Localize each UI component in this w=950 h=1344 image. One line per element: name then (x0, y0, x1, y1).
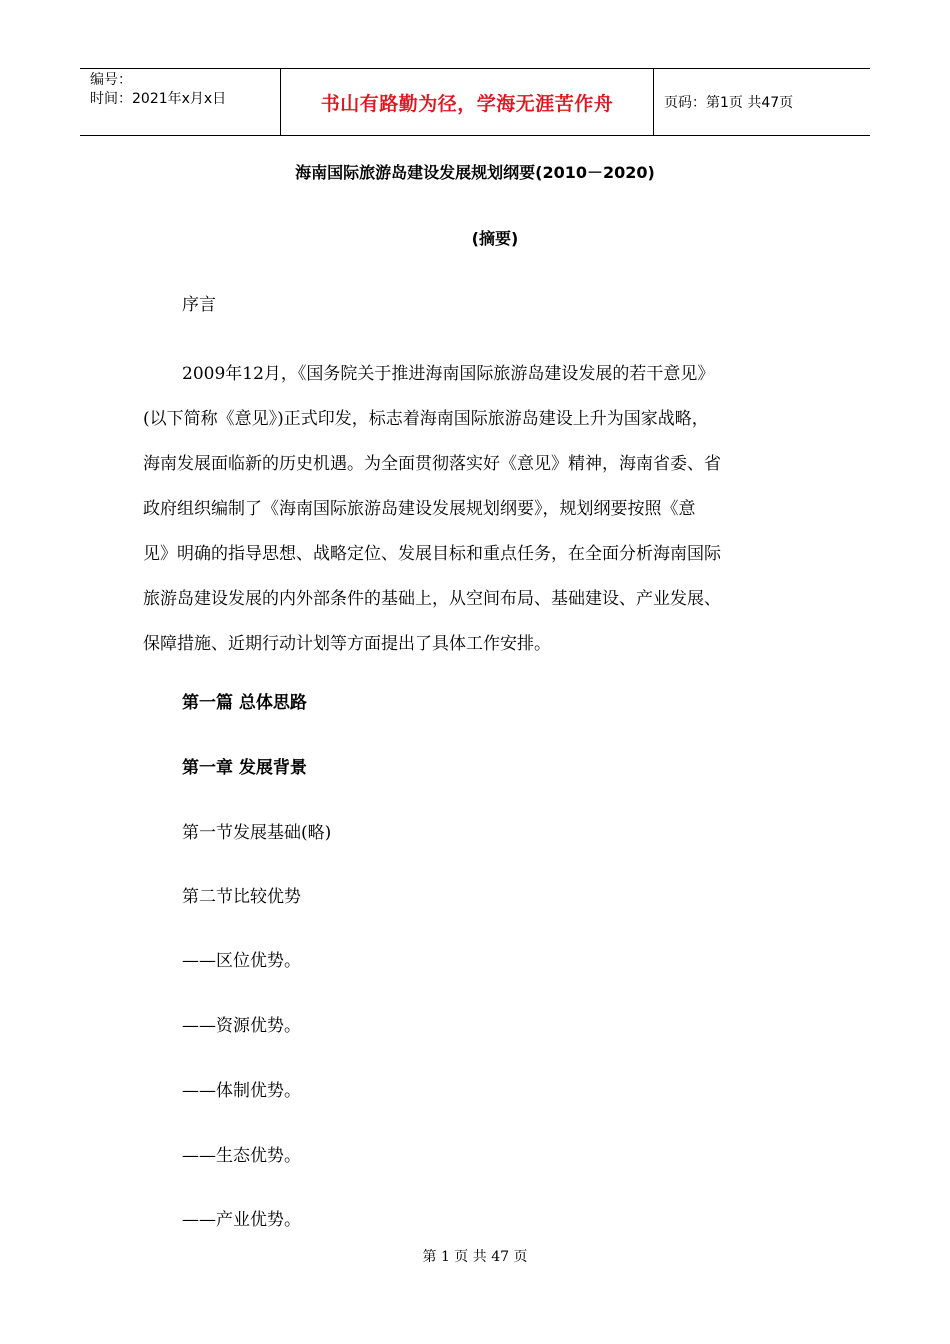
preface-line: 保障措施、近期行动计划等方面提出了具体工作安排。 (143, 634, 551, 654)
advantage-item: ——生态优势。 (182, 1146, 301, 1166)
advantage-item: ——体制优势。 (182, 1081, 301, 1101)
preface-heading: 序言 (182, 295, 216, 315)
time-label: 时间：2021年x月x日 (90, 91, 227, 107)
advantage-item: ——资源优势。 (182, 1016, 301, 1036)
preface-line: 海南发展面临新的历史机遇。为全面贯彻落实好《意见》精神，海南省委、省 (143, 454, 721, 474)
chapter-heading: 第一章 发展背景 (182, 758, 307, 778)
document-title: 海南国际旅游岛建设发展规划纲要(2010－2020) (295, 163, 655, 182)
preface-line: 政府组织编制了《海南国际旅游岛建设发展规划纲要》，规划纲要按照《意 (143, 499, 696, 519)
part-heading: 第一篇 总体思路 (182, 693, 307, 713)
document-subtitle: (摘要) (471, 229, 519, 248)
section-heading: 第一节发展基础(略) (182, 823, 332, 843)
preface-paragraph (143, 352, 803, 667)
preface-line: (以下简称《意见》)正式印发，标志着海南国际旅游岛建设上升为国家战略， (143, 409, 709, 429)
advantage-item: ——区位优势。 (182, 951, 301, 971)
number-label: 编号： (90, 72, 132, 88)
advantage-item: ——产业优势。 (182, 1210, 301, 1230)
header-meta (80, 69, 281, 135)
preface-line: 见》明确的指导思想、战略定位、发展目标和重点任务，在全面分析海南国际 (143, 544, 721, 564)
header-page-info: 页码：第1页 共47页 (664, 95, 794, 111)
header-motto: 书山有路勤为径，学海无涯苦作舟 (281, 69, 654, 135)
section-heading: 第二节比较优势 (182, 887, 301, 907)
document-header (80, 68, 870, 136)
preface-line: 旅游岛建设发展的内外部条件的基础上，从空间布局、基础建设、产业发展、 (143, 589, 721, 609)
page-footer: 第 1 页 共 47 页 (422, 1249, 528, 1265)
preface-line: 2009年12月，《国务院关于推进海南国际旅游岛建设发展的若干意见》 (182, 364, 715, 384)
